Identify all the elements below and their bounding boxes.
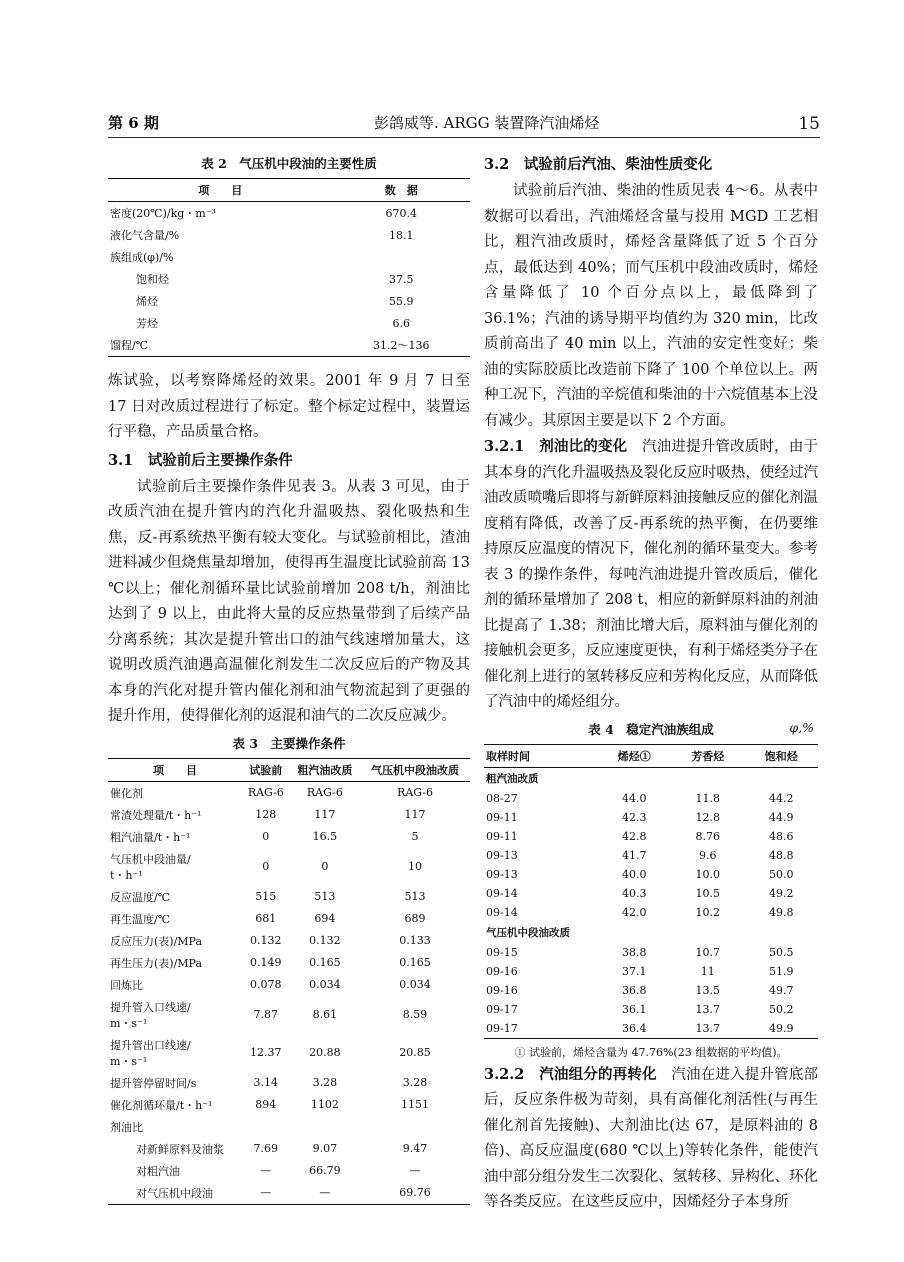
table3-cell-label: 提升管入口线速/ m・s⁻¹ bbox=[110, 1000, 191, 1030]
table2-cell-label: 液化气含量/% bbox=[110, 229, 180, 242]
subsection-heading-3-2-2: 3.2.2 汽油组分的再转化 bbox=[484, 1065, 657, 1083]
table2-cell-value: 670.4 bbox=[385, 206, 417, 220]
table4-cell-value: 10.0 bbox=[695, 867, 721, 881]
table-row bbox=[108, 1072, 470, 1094]
table4-cell-value: 9.6 bbox=[699, 848, 717, 862]
table3-header-item: 项 目 bbox=[108, 758, 242, 781]
table2-cell-label: 族组成(φ)/% bbox=[110, 251, 174, 264]
table2-cell-label: 芳烃 bbox=[136, 317, 158, 330]
table3-cell-value: 117 bbox=[314, 808, 336, 821]
table-row bbox=[108, 1138, 470, 1160]
paragraph-text: 汽油进提升管改质时，由于其本身的汽化升温吸热及裂化反应时吸热，使经过汽油改质喷嘴后即将与新鲜原料油接触反应的催化剂温度稍有降低，改善了反-再系统的热平衡，在仍要维持原反应温度的情况下，催化剂的循环量变大。参考表 3 的操作条件，每吨汽油进提升管改质后，催化剂的循环量增加了 208 t，相应的新鲜原料油的剂油比提高了 1.38；剂油比增大后，原料油与催化剂的接触机会更多，反应速度更快，有利于烯烃类分子在催化剂上进行的氢转移反应和芳构化反应，从而降低了汽油中的烯烃组分。 bbox=[484, 439, 819, 710]
table2-header-value: 数 据 bbox=[332, 179, 470, 202]
table3-body bbox=[108, 781, 470, 1204]
table4-cell-time: 09-16 bbox=[486, 964, 518, 978]
table-row bbox=[484, 789, 818, 808]
table4-footnote: ① 试验前，烯烃含量为 47.76%(23 组数据的平均值)。 bbox=[514, 1045, 788, 1059]
issue-number: 第 6 期 bbox=[108, 114, 159, 132]
table4-unit: φ,% bbox=[789, 719, 814, 735]
table-row bbox=[108, 952, 470, 974]
table-group-row bbox=[484, 922, 818, 943]
table3-cell-value: 1151 bbox=[401, 1098, 430, 1111]
table2-cell-label: 饱和烃 bbox=[136, 273, 169, 286]
table3-caption: 表 3 主要操作条件 bbox=[232, 735, 346, 751]
table4-group-label: 气压机中段油改质 bbox=[486, 926, 570, 939]
table3-cell-value: 1102 bbox=[310, 1098, 339, 1111]
table3-cell-value: RAG-6 bbox=[306, 786, 343, 799]
table4-cell-value: 10.2 bbox=[695, 905, 721, 919]
table4-cell-time: 09-11 bbox=[486, 810, 518, 824]
table3-cell-value: 8.61 bbox=[312, 1008, 338, 1021]
table4-caption bbox=[484, 720, 818, 738]
table-row bbox=[484, 884, 818, 903]
table3-cell-value: 515 bbox=[255, 890, 277, 903]
table3-cell-value: 3.28 bbox=[402, 1076, 428, 1089]
table4-cell-time: 09-16 bbox=[486, 983, 518, 997]
table4-cell-value: 44.0 bbox=[622, 791, 647, 805]
table4-cell-time: 09-17 bbox=[486, 1021, 518, 1035]
table4-cell-time: 09-15 bbox=[486, 945, 518, 959]
table4-cell-time: 09-13 bbox=[486, 848, 518, 862]
table4-cell-value: 44.2 bbox=[769, 791, 794, 805]
table-row bbox=[108, 804, 470, 826]
table-row bbox=[108, 1116, 470, 1138]
table3-cell-value: 8.59 bbox=[402, 1008, 428, 1021]
table3-cell-label: 提升管停留时间/s bbox=[110, 1076, 197, 1090]
table4-cell-value: 40.0 bbox=[622, 867, 647, 881]
table3-cell-label: 再生压力(表)/MPa bbox=[110, 956, 203, 970]
table-row bbox=[108, 886, 470, 908]
table3-cell-value: 12.37 bbox=[250, 1046, 282, 1059]
table3-cell-value: 513 bbox=[314, 890, 336, 903]
table3 bbox=[108, 758, 470, 1205]
table4-cell-value: 50.2 bbox=[769, 1002, 794, 1016]
table-row bbox=[108, 246, 470, 268]
table4-cell-value: 11.8 bbox=[695, 791, 721, 805]
table-row bbox=[108, 334, 470, 357]
table3-cell-value: 0.132 bbox=[309, 934, 341, 947]
table4-cell-value: 50.0 bbox=[769, 867, 794, 881]
table4 bbox=[484, 744, 818, 1039]
table2 bbox=[108, 178, 470, 357]
table4-cell-value: 37.1 bbox=[622, 964, 647, 978]
table3-cell-value: 117 bbox=[404, 808, 426, 821]
table4-cell-value: 13.7 bbox=[695, 1021, 721, 1035]
table4-cell-time: 09-14 bbox=[486, 886, 518, 900]
table-row bbox=[484, 1000, 818, 1019]
table3-cell-value: 20.88 bbox=[309, 1046, 341, 1059]
table4-cell-value: 36.4 bbox=[622, 1021, 647, 1035]
table4-cell-value: 36.1 bbox=[622, 1002, 647, 1016]
table3-cell-value: 894 bbox=[255, 1098, 277, 1111]
table3-cell-value: RAG-6 bbox=[247, 786, 284, 799]
table2-cell-value: 6.6 bbox=[392, 316, 410, 330]
table3-cell-value: 3.28 bbox=[312, 1076, 338, 1089]
table-row bbox=[108, 1182, 470, 1205]
table3-cell-label: 常渣处理量/t・h⁻¹ bbox=[110, 808, 202, 822]
table-row bbox=[108, 224, 470, 246]
table-row bbox=[108, 290, 470, 312]
table3-cell-value: 20.85 bbox=[399, 1046, 431, 1059]
table4-cell-value: 11 bbox=[700, 964, 715, 978]
table4-cell-value: 50.5 bbox=[769, 945, 794, 959]
table4-header-aromatic: 芳香烃 bbox=[671, 744, 744, 767]
table3-header-mid: 气压机中段油改质 bbox=[360, 758, 470, 781]
table4-cell-value: 49.2 bbox=[769, 886, 794, 900]
table3-cell-label: 气压机中段油量/ t・h⁻¹ bbox=[110, 852, 191, 882]
table4-header-saturate: 饱和烃 bbox=[745, 744, 818, 767]
table-row bbox=[484, 1019, 818, 1039]
running-title: 彭鸽威等. ARGG 装置降汽油烯烃 bbox=[374, 114, 600, 132]
paragraph: 炼试验，以考察降烯烃的效果。2001 年 9 月 7 日至 17 日对改质过程进行了标定。整个标定过程中，装置运行平稳，产品质量合格。 bbox=[108, 373, 470, 440]
table-row bbox=[484, 846, 818, 865]
table3-cell-value: 0.165 bbox=[309, 956, 341, 969]
table4-cell-value: 36.8 bbox=[622, 983, 647, 997]
table4-body bbox=[484, 767, 818, 1038]
table3-cell-label: 剂油比 bbox=[110, 1120, 143, 1134]
table3-cell-value: 0 bbox=[262, 830, 270, 843]
table3-cell-value: — bbox=[260, 1164, 272, 1177]
table3-cell-value: 7.69 bbox=[253, 1142, 279, 1155]
table3-cell-value: 0.034 bbox=[309, 978, 341, 991]
table4-caption-text: 表 4 稳定汽油族组成 bbox=[588, 721, 714, 737]
table3-cell-value: 9.07 bbox=[312, 1142, 338, 1155]
table3-cell-value: — bbox=[409, 1164, 421, 1177]
table-row bbox=[108, 908, 470, 930]
table2-cell-value: 18.1 bbox=[388, 228, 414, 242]
table3-cell-value: 0.132 bbox=[250, 934, 282, 947]
table4-cell-value: 51.9 bbox=[769, 964, 794, 978]
table4-cell-time: 09-11 bbox=[486, 829, 518, 843]
table4-cell-value: 12.8 bbox=[695, 810, 721, 824]
table3-cell-value: — bbox=[319, 1186, 331, 1199]
table-row bbox=[484, 827, 818, 846]
table-row bbox=[108, 996, 470, 1034]
table4-cell-time: 09-14 bbox=[486, 905, 518, 919]
table-row bbox=[108, 781, 470, 804]
left-column bbox=[108, 150, 470, 1205]
table3-cell-value: 69.76 bbox=[399, 1186, 431, 1199]
page-number: 15 bbox=[798, 114, 820, 134]
table4-cell-value: 38.8 bbox=[622, 945, 647, 959]
table3-cell-value bbox=[242, 1116, 290, 1138]
table2-cell-value: 37.5 bbox=[388, 272, 414, 286]
table4-cell-time: 09-17 bbox=[486, 1002, 518, 1016]
table-row bbox=[484, 943, 818, 962]
table3-cell-value: 0 bbox=[321, 860, 329, 873]
table4-cell-value: 10.5 bbox=[695, 886, 721, 900]
table3-cell-value: 694 bbox=[314, 912, 336, 925]
table4-cell-value: 42.0 bbox=[622, 905, 647, 919]
table3-cell-label: 对气压机中段油 bbox=[136, 1186, 213, 1200]
table4-cell-value: 49.9 bbox=[769, 1021, 794, 1035]
running-header bbox=[108, 112, 820, 136]
table2-cell-value bbox=[332, 246, 470, 268]
table-row bbox=[484, 808, 818, 827]
table2-cell-value: 55.9 bbox=[388, 294, 414, 308]
table3-cell-value bbox=[360, 1116, 470, 1138]
table4-cell-value: 42.3 bbox=[622, 810, 647, 824]
table3-cell-label: 对粗汽油 bbox=[136, 1164, 180, 1178]
table3-cell-value: 128 bbox=[255, 808, 277, 821]
table4-cell-time: 09-13 bbox=[486, 867, 518, 881]
table3-cell-value: 9.47 bbox=[402, 1142, 428, 1155]
table3-cell-label: 回炼比 bbox=[110, 978, 143, 992]
table4-cell-value: 48.8 bbox=[769, 848, 794, 862]
table4-header-time: 取样时间 bbox=[484, 744, 598, 767]
table3-cell-value: 3.14 bbox=[253, 1076, 279, 1089]
table4-cell-value: 48.6 bbox=[769, 829, 794, 843]
table2-cell-label: 烯烃 bbox=[136, 295, 158, 308]
table-row bbox=[108, 202, 470, 225]
table-row bbox=[484, 903, 818, 922]
table3-cell-value: 5 bbox=[411, 830, 419, 843]
table3-cell-label: 提升管出口线速/ m・s⁻¹ bbox=[110, 1038, 191, 1068]
table-row bbox=[108, 268, 470, 290]
table3-cell-value: — bbox=[260, 1186, 272, 1199]
table3-cell-value: RAG-6 bbox=[397, 786, 434, 799]
section-heading-3-2: 3.2 试验前后汽油、柴油性质变化 bbox=[484, 156, 713, 173]
table2-header-item: 项 目 bbox=[108, 179, 332, 202]
table3-cell-value: 513 bbox=[404, 890, 426, 903]
table4-cell-value: 44.9 bbox=[769, 810, 794, 824]
table3-header-before: 试验前 bbox=[242, 758, 290, 781]
header-divider bbox=[108, 137, 820, 138]
paragraph: 试验前后主要操作条件见表 3。从表 3 可见，由于改质汽油在提升管内的汽化升温吸热、裂化吸热和生焦，反-再系统热平衡有较大变化。与试验前相比，渣油进料减少但烧焦量却增加，使得再生温度比试验前高 13 ℃以上；催化剂循环量比试验前增加 208 t/h，剂油比达到了 9 以上，由此将大量的反应热量带到了后续产品分离系统；其次是提升管出口的油气线速增加量大，这说明改质汽油遇高温催化剂发生二次反应后的产物及其本身的汽化对提升管内催化剂和油气物流起到了更强的提升作用，使得催化剂的返混和油气的二次反应减少。 bbox=[108, 478, 470, 724]
table3-cell-label: 对新鲜原料及油浆 bbox=[136, 1142, 224, 1156]
table-row bbox=[108, 1160, 470, 1182]
paragraph: 试验前后汽油、柴油的性质见表 4～6。从表中数据可以看出，汽油烯烃含量与投用 MGD 工艺相比，粗汽油改质时，烯烃含量降低了近 5 个百分点，最低达到 40%；而气压机中段油改质时，烯烃含量降低了 10 个百分点以上，最低降到了36.1%；汽油的诱导期平均值约为 320 min，比改质前高出了 40 min 以上，汽油的安定性变好；柴油的实际胶质比改造前下降了 100 个单位以上。两种工况下，汽油的辛烷值和柴油的十六烷值基本上没有减少。其原因主要是以下 2 个方面。 bbox=[484, 183, 818, 429]
table4-cell-time: 08-27 bbox=[486, 791, 518, 805]
table-row bbox=[484, 962, 818, 981]
table4-caption-wrap bbox=[484, 720, 818, 738]
paragraph-text: 汽油在进入提升管底部后，反应条件极为苛刻，具有高催化剂活性(与再生催化剂首先接触)、大剂油比(达 67，是原料油的 8 倍)、高反应温度(680 ℃以上)等转化条件，能使汽油中部分组分发生二次裂化、氢转移、异构化、环化等各类反应。在这些反应中，因烯烃分子本身所 bbox=[484, 1066, 819, 1210]
table-row bbox=[108, 974, 470, 996]
table3-cell-value: 689 bbox=[404, 912, 426, 925]
table3-cell-value: 681 bbox=[255, 912, 277, 925]
table-group-row bbox=[484, 767, 818, 789]
table-row bbox=[484, 865, 818, 884]
table4-cell-value: 13.7 bbox=[695, 1002, 721, 1016]
table3-cell-label: 粗汽油量/t・h⁻¹ bbox=[110, 830, 191, 844]
paragraph bbox=[484, 434, 818, 716]
subsection-heading-3-2-1: 3.2.1 剂油比的变化 bbox=[484, 438, 628, 455]
table4-header-olefin: 烯烃① bbox=[598, 744, 671, 767]
table3-cell-label: 催化剂 bbox=[110, 786, 143, 800]
table3-header-crude: 粗汽油改质 bbox=[290, 758, 360, 781]
table3-cell-value bbox=[290, 1116, 360, 1138]
right-column bbox=[484, 150, 818, 1216]
table-row bbox=[108, 848, 470, 886]
table4-cell-value: 41.7 bbox=[622, 848, 647, 862]
table-row bbox=[108, 930, 470, 952]
table-row bbox=[108, 1034, 470, 1072]
section-heading-3-1: 3.1 试验前后主要操作条件 bbox=[108, 451, 293, 469]
table3-cell-value: 7.87 bbox=[253, 1008, 279, 1021]
table-row bbox=[108, 312, 470, 334]
table3-cell-value: 0.133 bbox=[399, 934, 431, 947]
paragraph bbox=[484, 1062, 818, 1216]
table-row bbox=[484, 981, 818, 1000]
table3-cell-value: 0.034 bbox=[399, 978, 431, 991]
table-row bbox=[108, 826, 470, 848]
table3-cell-value: 0 bbox=[262, 860, 270, 873]
table4-cell-value: 8.76 bbox=[695, 829, 721, 843]
table2-body bbox=[108, 202, 470, 357]
table-row bbox=[108, 1094, 470, 1116]
table2-cell-label: 密度(20℃)/kg・m⁻³ bbox=[110, 207, 216, 220]
table3-cell-value: 16.5 bbox=[312, 830, 338, 843]
table4-cell-value: 42.8 bbox=[622, 829, 647, 843]
table4-cell-value: 49.8 bbox=[769, 905, 794, 919]
table3-cell-label: 反应压力(表)/MPa bbox=[110, 934, 203, 948]
table4-cell-value: 13.5 bbox=[695, 983, 721, 997]
table4-group-label: 粗汽油改质 bbox=[486, 772, 539, 785]
table4-cell-value: 10.7 bbox=[695, 945, 721, 959]
table2-caption: 表 2 气压机中段油的主要性质 bbox=[201, 156, 377, 171]
table3-cell-value: 66.79 bbox=[309, 1164, 341, 1177]
table3-cell-value: 10 bbox=[408, 860, 423, 873]
table3-cell-label: 反应温度/℃ bbox=[110, 890, 171, 904]
table3-cell-label: 催化剂循环量/t・h⁻¹ bbox=[110, 1098, 213, 1112]
table4-cell-value: 49.7 bbox=[769, 983, 794, 997]
table3-cell-value: 0.078 bbox=[250, 978, 282, 991]
table2-cell-value: 31.2～136 bbox=[372, 339, 430, 352]
table3-cell-label: 再生温度/℃ bbox=[110, 912, 171, 926]
table4-cell-value: 40.3 bbox=[622, 886, 647, 900]
table3-cell-value: 0.165 bbox=[399, 956, 431, 969]
table2-cell-label: 馏程/℃ bbox=[110, 339, 149, 352]
table3-cell-value: 0.149 bbox=[250, 956, 282, 969]
